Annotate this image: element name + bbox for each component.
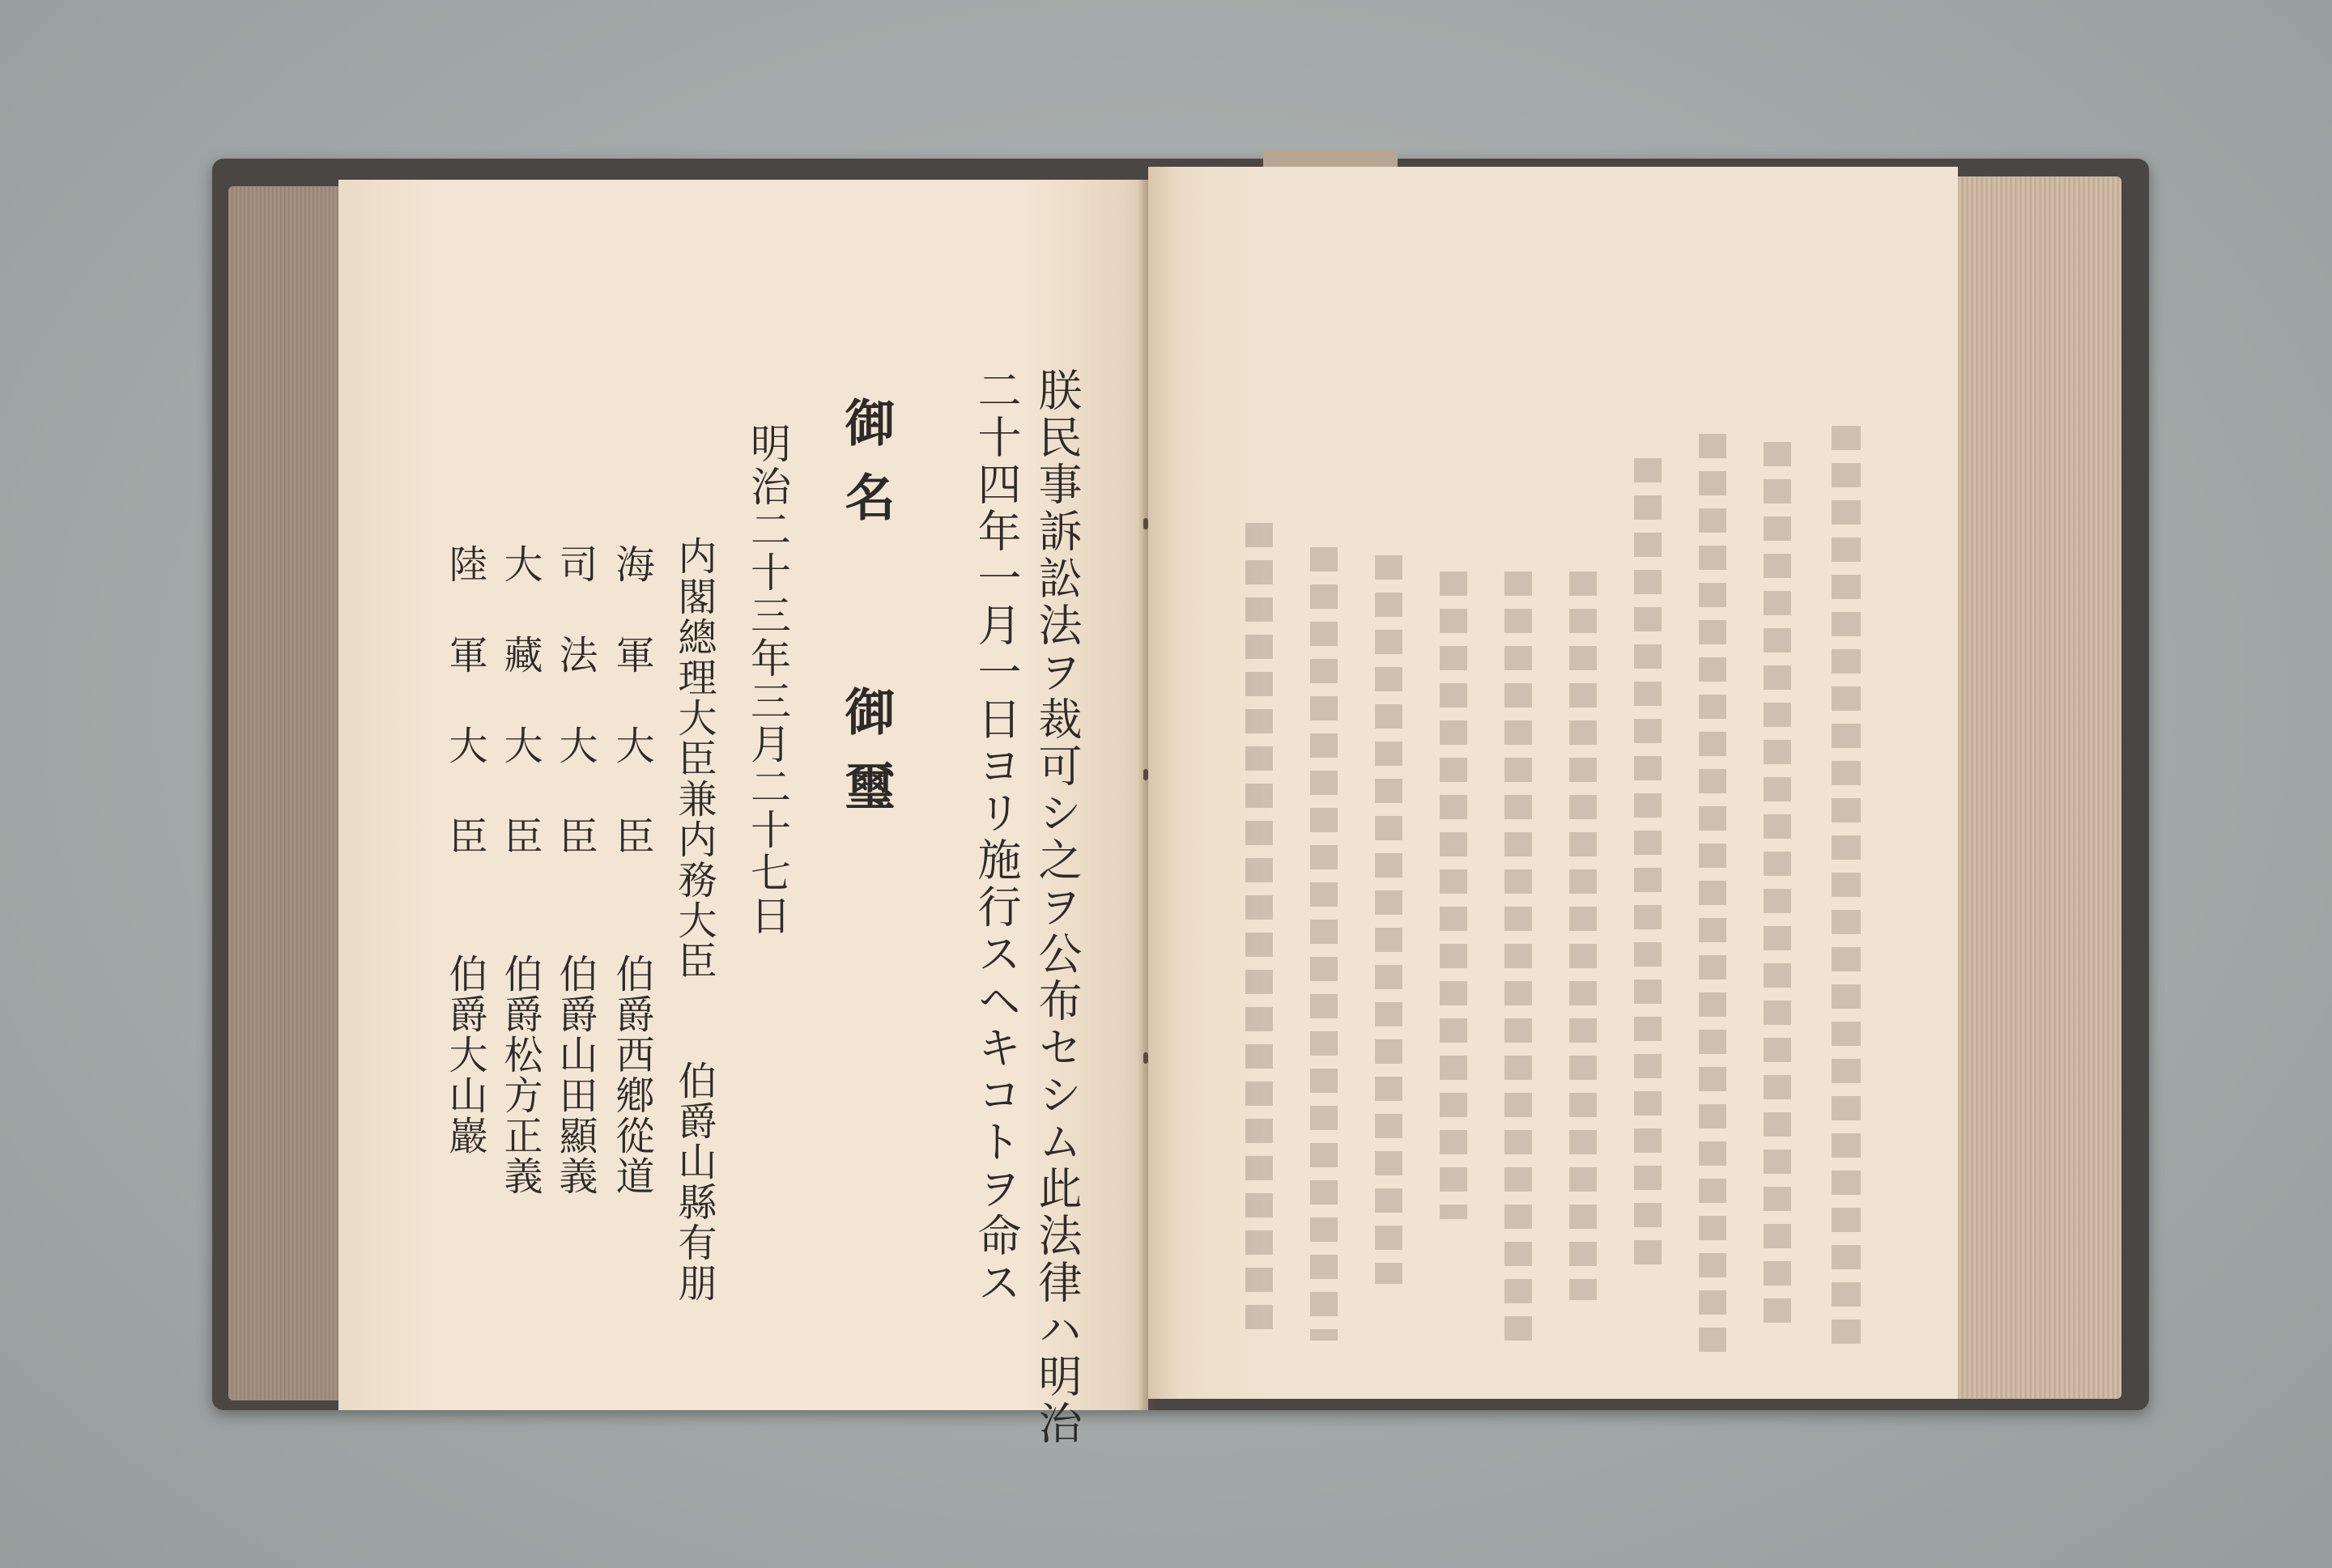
minister-name: 伯爵山田顯義: [552, 954, 598, 1196]
minister-5: [442, 544, 487, 1156]
promulgation-line-1: 朕民事訴訟法ヲ裁可シ之ヲ公布セシム此法律ハ明治: [1032, 368, 1083, 1447]
imperial-signature: [836, 397, 896, 835]
minister-name: 伯爵西鄕從道: [609, 954, 654, 1196]
show-through-text: [1634, 458, 1662, 1268]
minister-title: 陸軍大臣: [442, 544, 487, 907]
page-edge-right: [1943, 176, 2121, 1399]
minister-2: [609, 544, 654, 1196]
minister-4: [497, 544, 543, 1196]
show-through-text: [1440, 572, 1467, 1219]
show-through-text: [1504, 572, 1532, 1341]
show-through-text: [1245, 523, 1273, 1332]
show-through-text: [1699, 434, 1726, 1365]
imperial-name: 御名: [836, 397, 896, 546]
right-page: [1148, 167, 1958, 1399]
show-through-text: [1828, 426, 1861, 1397]
minister-title: 海軍大臣: [609, 544, 654, 907]
minister-name: 伯爵大山巖: [442, 954, 487, 1156]
show-through-text: [1569, 572, 1597, 1300]
show-through-text: [1764, 442, 1791, 1332]
show-through-text: [1310, 547, 1338, 1341]
minister-title: 大藏大臣: [497, 544, 543, 907]
minister-name: 伯爵松方正義: [497, 954, 543, 1196]
minister-1: [671, 536, 717, 1303]
left-page: [338, 180, 1148, 1447]
page-edge-left: [228, 186, 350, 1400]
minister-3: [552, 544, 598, 1196]
show-through-text: [1375, 555, 1402, 1284]
minister-title: 内閣總理大臣兼内務大臣: [671, 536, 717, 981]
imperial-seal: 御璽: [836, 686, 896, 835]
promulgation-line-2: 二十四年一月一日ヨリ施行スヘキコトヲ命ス: [971, 368, 1022, 1307]
promulgation-date: 明治二十三年三月二十七日: [744, 423, 791, 937]
minister-name: 伯爵山縣有朋: [671, 1060, 717, 1303]
minister-title: 司法大臣: [552, 544, 598, 907]
